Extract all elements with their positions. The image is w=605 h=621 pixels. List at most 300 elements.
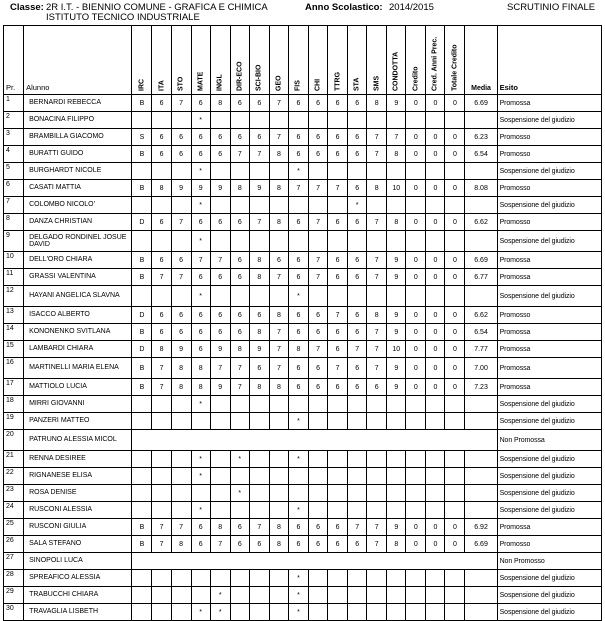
grade-cell: [308, 468, 327, 485]
grade-cell: [152, 502, 171, 519]
grade-cell: 8: [249, 252, 269, 269]
grade-cell: 6: [367, 379, 387, 396]
column-header-label: Credito: [412, 66, 420, 91]
row-number: 19: [4, 413, 24, 430]
grade-cell: 0: [445, 269, 465, 286]
student-name: BRAMBILLA GIACOMO: [24, 129, 132, 146]
grade-cell: 6: [328, 269, 348, 286]
esito-value: Sospensione del giudizio: [497, 112, 601, 129]
grade-cell: 7: [367, 324, 387, 341]
grade-cell: [348, 286, 367, 307]
grade-cell: [328, 413, 348, 430]
grade-cell: 6: [348, 95, 367, 112]
grade-cell: [249, 112, 269, 129]
grade-cell: [308, 485, 327, 502]
grade-cell: 6: [328, 129, 348, 146]
grade-cell: [328, 112, 348, 129]
media-value: 6.54: [465, 146, 497, 163]
media-value: [465, 451, 497, 468]
column-header-fis: [288, 26, 308, 95]
grade-cell: 8: [171, 358, 191, 379]
grade-cell: 6: [191, 269, 210, 286]
table-row: [4, 214, 602, 231]
grade-cell: 6: [230, 214, 249, 231]
grade-cell: [132, 413, 152, 430]
grade-cell: 0: [426, 324, 445, 341]
row-number: 10: [4, 252, 24, 269]
grade-cell: [230, 502, 249, 519]
grade-cell: [406, 413, 426, 430]
grade-cell: [152, 485, 171, 502]
grade-cell: [328, 604, 348, 621]
student-name: CASATI MATTIA: [24, 180, 132, 197]
student-name: RIGNANESE ELISA: [24, 468, 132, 485]
grade-cell: 6: [210, 269, 230, 286]
grade-cell: 6: [230, 519, 249, 536]
esito-value: Sospensione del giudizio: [497, 587, 601, 604]
esito-value: Promossa: [497, 341, 601, 358]
grade-cell: [445, 451, 465, 468]
esito-value: Non Promosso: [497, 553, 601, 570]
esito-value: Sospensione del giudizio: [497, 485, 601, 502]
grade-cell: [152, 231, 171, 252]
table-row: [4, 553, 602, 570]
student-name: LAMBARDI CHIARA: [24, 341, 132, 358]
grade-cell: [171, 604, 191, 621]
grade-cell: 9: [210, 180, 230, 197]
grade-cell: 7: [152, 269, 171, 286]
grade-cell: [348, 485, 367, 502]
grade-cell: [367, 163, 387, 180]
column-header-esito: Esito: [497, 26, 601, 95]
column-header-label: MATE: [197, 71, 205, 91]
grade-cell: 6: [171, 324, 191, 341]
grade-cell: 6: [230, 129, 249, 146]
grade-cell: [132, 587, 152, 604]
row-number: 9: [4, 231, 24, 252]
grade-cell: [426, 413, 445, 430]
grade-cell: [367, 468, 387, 485]
grade-cell: B: [132, 324, 152, 341]
student-name: DELGADO RONDINEL JOSUE DAVID: [24, 231, 132, 252]
grade-cell: B: [132, 358, 152, 379]
grade-cell: 9: [387, 358, 406, 379]
grade-cell: [367, 587, 387, 604]
grade-cell: B: [132, 379, 152, 396]
column-header-credito: [406, 26, 426, 95]
grade-cell: [210, 286, 230, 307]
grade-cell: 8: [367, 180, 387, 197]
grade-cell: 7: [308, 269, 327, 286]
grade-cell: 6: [288, 379, 308, 396]
grade-cell: [406, 485, 426, 502]
student-name: MARTINELLI MARIA ELENA: [24, 358, 132, 379]
grade-cell: 6: [348, 146, 367, 163]
grade-cell: [132, 163, 152, 180]
grade-cell: 9: [387, 269, 406, 286]
grade-cell: 0: [406, 129, 426, 146]
grade-cell: 6: [191, 95, 210, 112]
esito-value: Promossa: [497, 269, 601, 286]
column-header-mate: [191, 26, 210, 95]
grade-cell: [387, 587, 406, 604]
grade-cell: 8: [191, 358, 210, 379]
row-number: 21: [4, 451, 24, 468]
table-row: [4, 451, 602, 468]
grade-cell: *: [191, 197, 210, 214]
grade-cell: 6: [288, 519, 308, 536]
grade-cell: [445, 197, 465, 214]
column-header-ttrg: [328, 26, 348, 95]
grade-cell: [426, 197, 445, 214]
grade-cell: [269, 502, 288, 519]
grade-cell: 7: [308, 180, 327, 197]
grade-cell: [230, 570, 249, 587]
grade-cell: [249, 163, 269, 180]
row-number: 4: [4, 146, 24, 163]
grade-cell: 8: [230, 341, 249, 358]
grade-cell: 8: [249, 324, 269, 341]
media-value: [465, 286, 497, 307]
media-value: 8.08: [465, 180, 497, 197]
row-number: 16: [4, 358, 24, 379]
grade-cell: [308, 286, 327, 307]
grade-cell: 9: [249, 180, 269, 197]
grade-cell: 7: [230, 146, 249, 163]
grade-cell: 6: [191, 214, 210, 231]
student-name: BONACINA FILIPPO: [24, 112, 132, 129]
grade-cell: [230, 286, 249, 307]
grade-cell: [445, 570, 465, 587]
column-header-sto: [171, 26, 191, 95]
grade-cell: 7: [328, 307, 348, 324]
grade-cell: [171, 396, 191, 413]
grade-cell: 7: [367, 129, 387, 146]
table-row: [4, 430, 602, 451]
grade-cell: [288, 197, 308, 214]
grade-cell: 6: [328, 214, 348, 231]
grade-cell: B: [132, 95, 152, 112]
row-number: 8: [4, 214, 24, 231]
media-value: 6.92: [465, 519, 497, 536]
grade-cell: [348, 231, 367, 252]
grade-cell: [426, 112, 445, 129]
grade-cell: 8: [152, 180, 171, 197]
grade-cell: 0: [406, 180, 426, 197]
grade-cell: 6: [230, 95, 249, 112]
student-name: BURATTI GUIDO: [24, 146, 132, 163]
grade-cell: 7: [367, 341, 387, 358]
column-header-label: Cred. Anni Prec.: [431, 36, 439, 91]
grade-cell: [269, 163, 288, 180]
grade-cell: 8: [152, 341, 171, 358]
grade-cell: *: [191, 604, 210, 621]
student-name: TRAVAGLIA LISBETH: [24, 604, 132, 621]
grade-cell: 7: [367, 519, 387, 536]
grade-cell: 8: [387, 214, 406, 231]
grade-cell: 6: [152, 129, 171, 146]
grade-cell: [367, 451, 387, 468]
grade-cell: [426, 587, 445, 604]
esito-value: Promosso: [497, 129, 601, 146]
column-header-label: GEO: [275, 75, 283, 91]
grade-cell: [308, 231, 327, 252]
grade-cell: 0: [426, 146, 445, 163]
grade-cell: [210, 112, 230, 129]
grade-cell: [171, 286, 191, 307]
esito-value: Promossa: [497, 252, 601, 269]
grade-cell: 7: [328, 180, 348, 197]
grade-cell: D: [132, 214, 152, 231]
grade-cell: 7: [249, 214, 269, 231]
grade-cell: [426, 570, 445, 587]
column-header-label: INGL: [216, 74, 224, 91]
grade-cell: 7: [152, 536, 171, 553]
column-header-media: Media: [465, 26, 497, 95]
grade-cell: [387, 451, 406, 468]
esito-value: Promosso: [497, 146, 601, 163]
grade-cell: [249, 570, 269, 587]
grade-cell: 6: [328, 341, 348, 358]
grade-cell: [406, 587, 426, 604]
grade-cell: 6: [249, 95, 269, 112]
grade-cell: [152, 197, 171, 214]
grade-cell: [387, 163, 406, 180]
grade-cell: [191, 413, 210, 430]
grade-cell: [132, 396, 152, 413]
grade-cell: [328, 231, 348, 252]
grade-cell: [445, 231, 465, 252]
grade-cell: 10: [387, 341, 406, 358]
grade-cell: B: [132, 146, 152, 163]
grade-cell: [328, 570, 348, 587]
grade-cell: [249, 485, 269, 502]
grade-cell: 7: [269, 129, 288, 146]
grade-cell: 6: [171, 307, 191, 324]
grade-cell: 7: [367, 214, 387, 231]
row-number: 11: [4, 269, 24, 286]
grade-cell: *: [191, 231, 210, 252]
media-value: [465, 604, 497, 621]
grade-cell: 9: [210, 341, 230, 358]
esito-value: Sospensione del giudizio: [497, 468, 601, 485]
grade-cell: 6: [152, 146, 171, 163]
grade-cell: *: [191, 286, 210, 307]
row-number: 6: [4, 180, 24, 197]
student-name: TRABUCCHI CHIARA: [24, 587, 132, 604]
table-row: [4, 396, 602, 413]
grade-cell: *: [230, 485, 249, 502]
grade-cell: 7: [269, 341, 288, 358]
grade-cell: [171, 587, 191, 604]
grade-cell: [308, 570, 327, 587]
grade-cell: 6: [171, 129, 191, 146]
grade-cell: 7: [328, 358, 348, 379]
media-value: 6.62: [465, 307, 497, 324]
grade-cell: 6: [210, 324, 230, 341]
media-value: [465, 163, 497, 180]
grade-cell: *: [288, 286, 308, 307]
column-header-label: SCI-BIO: [255, 64, 263, 91]
grade-cell: 0: [406, 146, 426, 163]
column-header-sms: [367, 26, 387, 95]
grade-cell: 6: [152, 95, 171, 112]
grade-cell: [367, 231, 387, 252]
grade-cell: [230, 112, 249, 129]
grade-cell: [367, 413, 387, 430]
table-row: [4, 180, 602, 197]
column-header-sci-bio: [249, 26, 269, 95]
report-header: [0, 3, 605, 25]
esito-value: Sospensione del giudizio: [497, 413, 601, 430]
grade-cell: *: [230, 451, 249, 468]
column-header-label: STA: [353, 77, 361, 91]
grade-cell: 0: [445, 146, 465, 163]
table-row: [4, 604, 602, 621]
table-row: [4, 341, 602, 358]
table-row: [4, 358, 602, 379]
grade-cell: 7: [387, 129, 406, 146]
grade-cell: 7: [269, 358, 288, 379]
grade-cell: 6: [191, 307, 210, 324]
grade-cell: [406, 286, 426, 307]
column-header-label: IRC: [138, 78, 146, 91]
grade-cell: [387, 286, 406, 307]
grade-cell: *: [191, 112, 210, 129]
grade-cell: [328, 451, 348, 468]
grade-cell: 6: [348, 324, 367, 341]
table-header-row: [4, 26, 602, 95]
grade-cell: [328, 286, 348, 307]
student-name: SPREAFICO ALESSIA: [24, 570, 132, 587]
grade-cell: 6: [249, 307, 269, 324]
grade-cell: [367, 570, 387, 587]
grade-cell: 8: [269, 379, 288, 396]
media-value: 6.69: [465, 95, 497, 112]
class-label: Classe:: [10, 2, 44, 13]
grades-table: [3, 25, 602, 621]
grade-cell: [445, 502, 465, 519]
column-header-label: CONDOTTA: [392, 51, 400, 91]
grade-cell: 6: [288, 146, 308, 163]
media-value: [465, 502, 497, 519]
grade-cell: 8: [269, 519, 288, 536]
grade-cell: [308, 163, 327, 180]
grade-cell: [249, 468, 269, 485]
grade-cell: [152, 468, 171, 485]
grade-cell: 7: [348, 341, 367, 358]
row-number: 12: [4, 286, 24, 307]
grade-cell: [269, 468, 288, 485]
column-header-geo: [269, 26, 288, 95]
grade-cell: 6: [328, 379, 348, 396]
grade-cell: [132, 112, 152, 129]
grade-cell: [406, 163, 426, 180]
table-row: [4, 286, 602, 307]
media-value: 6.62: [465, 214, 497, 231]
grade-cell: [132, 502, 152, 519]
grade-cell: [348, 570, 367, 587]
column-header-label: TTRG: [334, 71, 342, 91]
grade-cell: [132, 570, 152, 587]
grade-cell: [269, 604, 288, 621]
grade-cell: 6: [288, 307, 308, 324]
grade-cell: 6: [230, 269, 249, 286]
grade-cell: [269, 587, 288, 604]
grade-cell: 0: [426, 536, 445, 553]
column-header-ita: [152, 26, 171, 95]
table-row: [4, 379, 602, 396]
media-value: 7.77: [465, 341, 497, 358]
grade-cell: 0: [406, 307, 426, 324]
grade-cell: 7: [249, 519, 269, 536]
grade-cell: [308, 197, 327, 214]
column-header-label: ITA: [158, 80, 166, 91]
grade-cell: 7: [152, 358, 171, 379]
grade-cell: 0: [426, 214, 445, 231]
media-value: 6.54: [465, 324, 497, 341]
grade-cell: [426, 485, 445, 502]
grade-cell: 6: [308, 519, 327, 536]
grade-cell: [171, 570, 191, 587]
column-header-pr: Pr.: [4, 26, 24, 95]
media-value: [465, 413, 497, 430]
column-header-dir-eco: [230, 26, 249, 95]
grade-cell: 7: [171, 269, 191, 286]
grade-cell: [132, 468, 152, 485]
grade-cell: 7: [210, 252, 230, 269]
grade-cell: [328, 502, 348, 519]
grade-cell: 9: [387, 252, 406, 269]
grade-cell: [191, 570, 210, 587]
grade-cell: 6: [308, 358, 327, 379]
grade-cell: 6: [308, 324, 327, 341]
grade-cell: [171, 413, 191, 430]
grade-cell: 6: [230, 536, 249, 553]
grade-cell: 7: [230, 358, 249, 379]
grade-cell: 6: [328, 146, 348, 163]
grade-cell: [308, 604, 327, 621]
grade-cell: [387, 604, 406, 621]
student-name: BERNARDI REBECCA: [24, 95, 132, 112]
column-header-ingl: [210, 26, 230, 95]
grade-cell: [288, 396, 308, 413]
grade-cell: 0: [445, 307, 465, 324]
grade-cell: 7: [191, 252, 210, 269]
grade-cell: 0: [445, 214, 465, 231]
row-number: 26: [4, 536, 24, 553]
grade-cell: [132, 197, 152, 214]
grade-cell: 7: [348, 519, 367, 536]
esito-value: Promosso: [497, 307, 601, 324]
grade-cell: 8: [269, 536, 288, 553]
grade-cell: S: [132, 129, 152, 146]
media-value: [465, 570, 497, 587]
grade-cell: [171, 485, 191, 502]
table-row: [4, 269, 602, 286]
table-row: [4, 587, 602, 604]
grade-cell: [132, 451, 152, 468]
row-number: 7: [4, 197, 24, 214]
grade-cell: [406, 231, 426, 252]
grade-cell: 9: [191, 180, 210, 197]
grade-cell: [367, 197, 387, 214]
grade-cell: [426, 396, 445, 413]
grade-cell: 6: [230, 324, 249, 341]
grade-cell: [445, 163, 465, 180]
grade-cell: [269, 286, 288, 307]
row-number: 18: [4, 396, 24, 413]
